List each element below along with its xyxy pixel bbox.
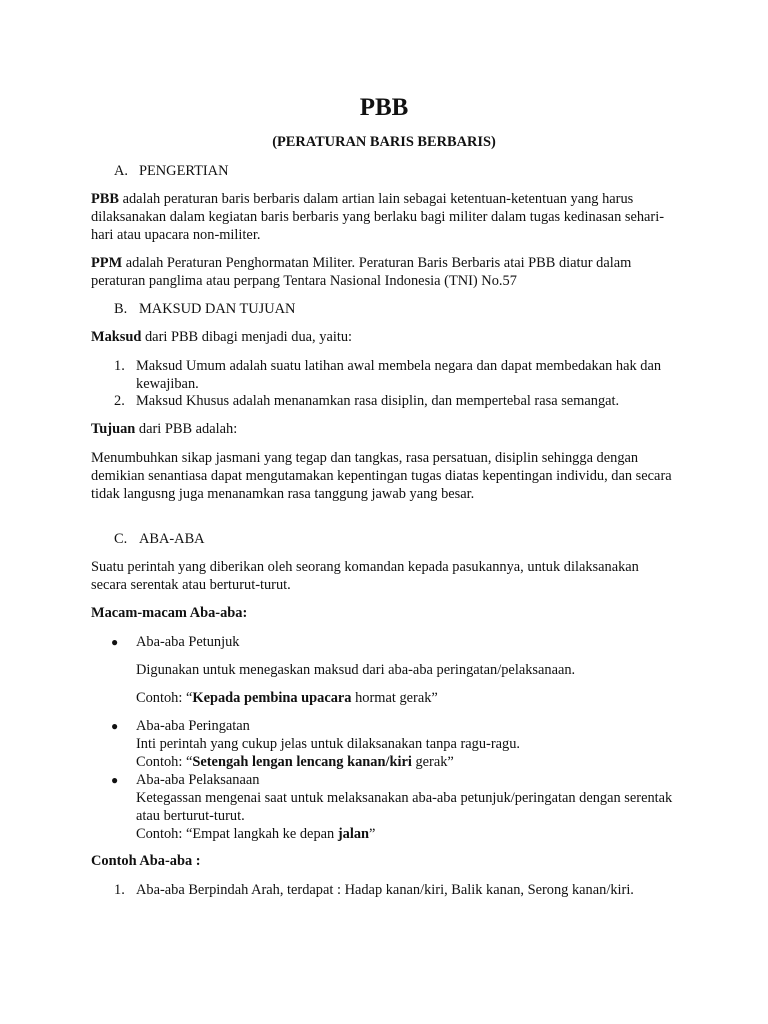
- list-text: Aba-aba Berpindah Arah, terdapat : Hadap kanan/kiri, Balik kanan, Serong kanan/kiri.: [136, 882, 634, 898]
- bullet-description: [111, 661, 676, 679]
- contoh-heading-text: Contoh Aba-aba :: [91, 853, 201, 869]
- section-b-heading: [114, 300, 295, 318]
- bullet-title: Aba-aba Pelaksanaan: [136, 772, 260, 788]
- section-letter: B.: [114, 301, 128, 317]
- tujuan-intro-text: dari PBB adalah:: [135, 421, 238, 437]
- macam-heading: [91, 604, 676, 622]
- bullet-icon: ●: [111, 719, 119, 733]
- ppm-definition-text: adalah Peraturan Penghormatan Militer. Peraturan Baris Berbaris atai PBB diatur dalam peraturan panglima atau perpang Tentara Nasional Indonesia (TNI) No.57: [91, 255, 632, 289]
- list-item: [114, 392, 674, 410]
- bullet-description-text: Digunakan untuk menegaskan maksud dari aba-aba peringatan/pelaksanaan.: [136, 662, 576, 678]
- maksud-intro: [91, 328, 676, 346]
- maksud-intro-text: dari PBB dibagi menjadi dua, yaitu:: [141, 329, 353, 345]
- list-item: [114, 357, 674, 393]
- term-pbb: PBB: [91, 191, 119, 207]
- pbb-definition-text: adalah peraturan baris berbaris dalam artian lain sebagai ketentuan-ketentuan yang harus dilaksanakan dalam kegiatan baris berbaris yang berlaku bagi militer dalam tugas kedinasan sehari-hari atau upacara non-militer.: [91, 191, 665, 243]
- bullet-example: [111, 689, 676, 707]
- bullet-example-text: [136, 825, 676, 843]
- list-number: 1.: [114, 882, 125, 898]
- list-text: Maksud Umum adalah suatu latihan awal membela negara dan dapat membedakan hak dan kewajiban.: [136, 358, 662, 392]
- section-label: PENGERTIAN: [139, 163, 229, 179]
- term-tujuan: Tujuan: [91, 421, 136, 437]
- example-suffix: hormat gerak”: [351, 690, 438, 706]
- list-item: [114, 881, 674, 899]
- bullet-description-text: Inti perintah yang cukup jelas untuk dilaksanakan tanpa ragu-ragu.: [136, 736, 521, 752]
- bullet-item-peringatan: [111, 717, 676, 771]
- list-text: Maksud Khusus adalah menanamkan rasa disiplin, dan mempertebal rasa semangat.: [136, 393, 620, 409]
- section-a-heading: [114, 162, 228, 180]
- bullet-body: [136, 717, 676, 771]
- ppm-definition: [91, 254, 676, 290]
- bullet-body: [136, 771, 676, 843]
- bullet-example-text: [136, 753, 676, 771]
- example-command: Kepada pembina upacara: [192, 690, 352, 706]
- pbb-definition: [91, 190, 676, 244]
- bullet-item-pelaksanaan: [111, 771, 676, 843]
- term-ppm: PPM: [91, 255, 123, 271]
- example-command: Setengah lengan lencang kanan/kiri: [192, 754, 412, 770]
- example-prefix: Contoh: “: [136, 690, 193, 706]
- example-prefix: Contoh: “: [136, 754, 193, 770]
- example-suffix: ”: [369, 826, 376, 842]
- list-number: 1.: [114, 358, 125, 374]
- term-maksud: Maksud: [91, 329, 142, 345]
- list-number: 2.: [114, 393, 125, 409]
- aba-definition: Suatu perintah yang diberikan oleh seorang komandan kepada pasukannya, untuk dilaksanakan secara serentak atau berturut-turut.: [91, 559, 639, 593]
- section-letter: A.: [114, 163, 128, 179]
- section-letter: C.: [114, 531, 128, 547]
- bullet-item-petunjuk: [111, 633, 676, 651]
- example-command: jalan: [337, 826, 370, 842]
- tujuan-intro: [91, 420, 676, 438]
- document-subtitle: (PERATURAN BARIS BERBARIS): [272, 134, 496, 150]
- macam-heading-text: Macam-macam Aba-aba:: [91, 605, 248, 621]
- tujuan-paragraph: Menumbuhkan sikap jasmani yang tegap dan tangkas, rasa persatuan, disiplin sehingga dengan demikian senantiasa dapat mengutamakan kepentingan tugas diatas kepentingan individu, dan secara tidak langusng juga menanamkan rasa tanggung jawab yang besar.: [91, 450, 672, 502]
- section-label: MAKSUD DAN TUJUAN: [139, 301, 296, 317]
- bullet-icon: ●: [111, 773, 119, 787]
- example-suffix: gerak”: [411, 754, 454, 770]
- section-c-heading: [114, 530, 205, 548]
- bullet-description-text: Ketegassan mengenai saat untuk melaksanakan aba-aba petunjuk/peringatan dengan serentak atau berturut-turut.: [136, 790, 673, 824]
- bullet-example-text: [136, 689, 676, 707]
- bullet-title: Aba-aba Peringatan: [136, 718, 250, 734]
- bullet-icon: ●: [111, 635, 119, 649]
- example-prefix: Contoh: “Empat langkah ke depan: [136, 826, 338, 842]
- document-title: PBB: [359, 94, 409, 121]
- contoh-heading: [91, 852, 676, 870]
- bullet-title: Aba-aba Petunjuk: [136, 634, 240, 650]
- section-label: ABA-ABA: [139, 531, 205, 547]
